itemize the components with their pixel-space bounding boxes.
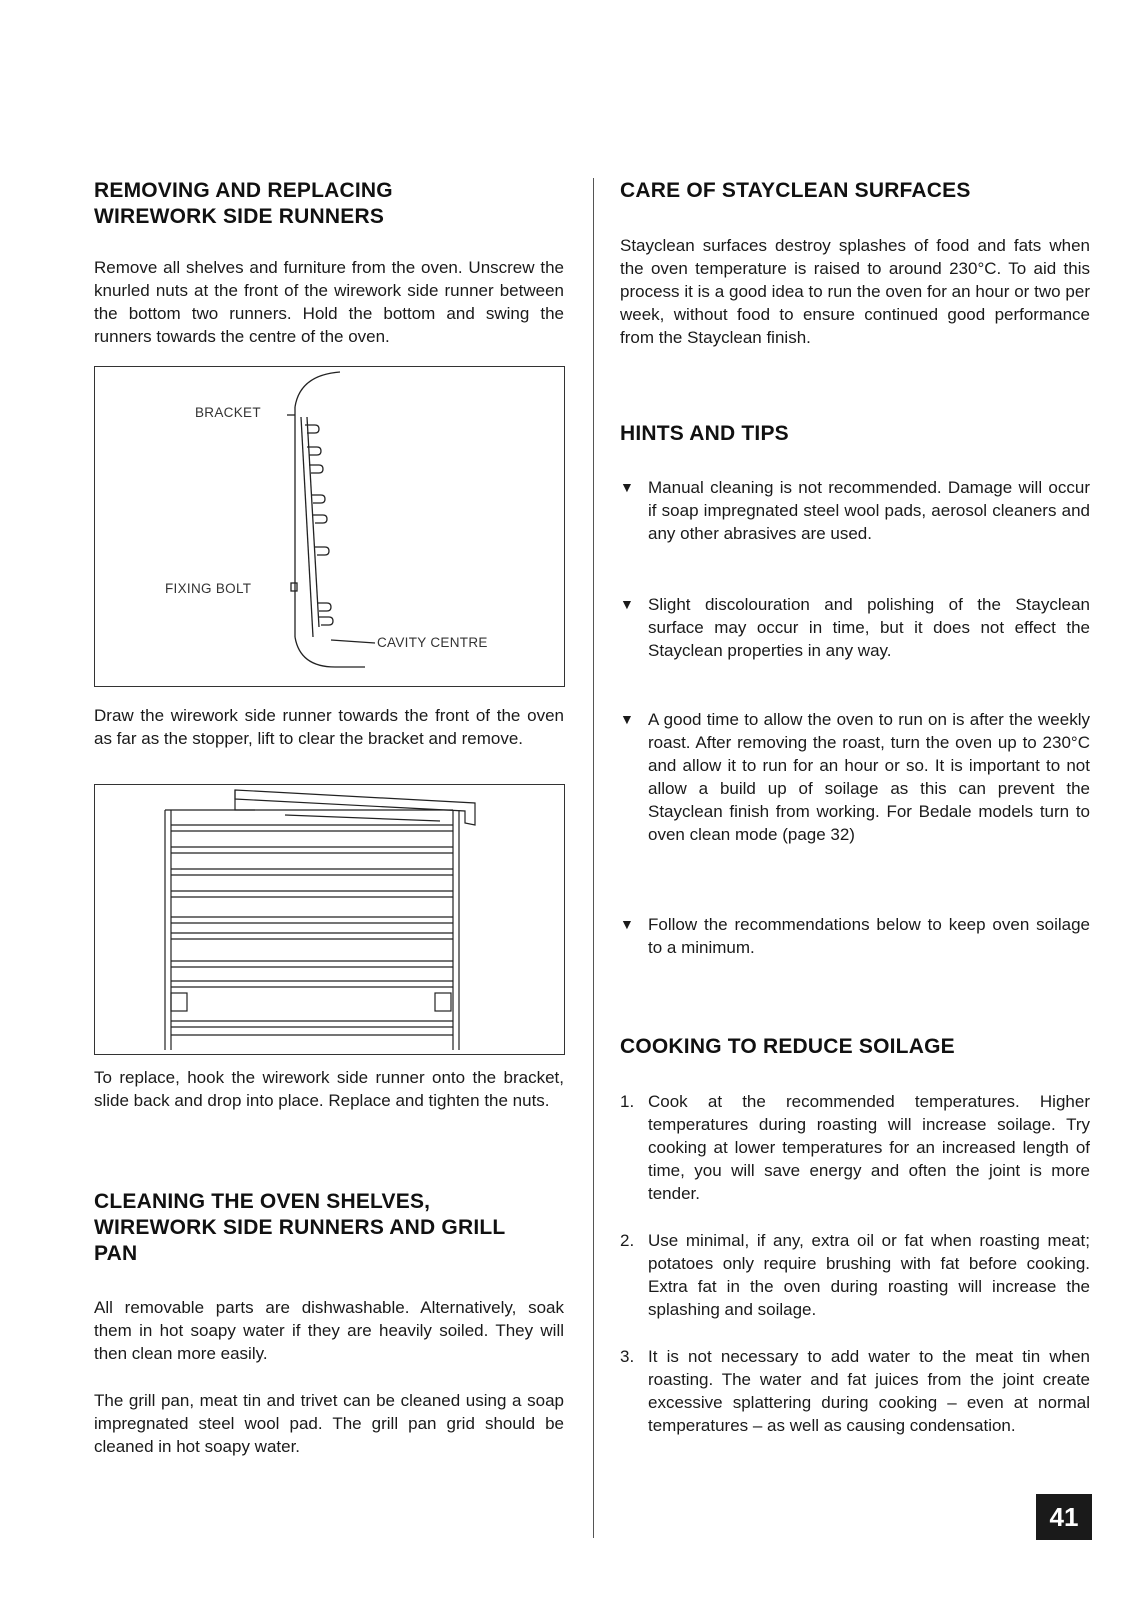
label-fixing-bolt: FIXING BOLT xyxy=(165,581,252,596)
section-title-cleaning-shelves xyxy=(94,1189,574,1267)
item-text: Cook at the recommended temperatures. Higher temperatures during roasting will increase soilage. Try cooking at lower temperatures for an increased length of time, you will save energy and often the joint is more tender. xyxy=(648,1092,1090,1203)
soilage-item xyxy=(620,1229,1090,1321)
cleaning-paragraph-1: All removable parts are dishwashable. Alternatively, soak them in hot soapy water if they are heavily soiled. They will then clean more easily. xyxy=(94,1298,564,1363)
hint-text: Slight discolouration and polishing of the Stayclean surface may occur in time, but it does not effect the Stayclean properties in any way. xyxy=(648,595,1090,660)
hint-item xyxy=(620,476,1090,545)
left-column xyxy=(94,178,564,230)
hint-item xyxy=(620,593,1090,662)
bracket-diagram xyxy=(94,366,565,687)
triangle-bullet-icon: ▼ xyxy=(620,916,634,932)
draw-runner-paragraph: Draw the wirework side runner towards the front of the oven as far as the stopper, lift to clear the bracket and remove. xyxy=(94,706,564,748)
column-divider xyxy=(593,178,594,1538)
page-number-badge: 41 xyxy=(1036,1494,1092,1540)
title-line: WIREWORK SIDE RUNNERS xyxy=(94,205,385,228)
hint-item xyxy=(620,913,1090,959)
bracket-diagram-drawing xyxy=(95,367,564,686)
hint-text: Follow the recommendations below to keep oven soilage to a minimum. xyxy=(648,915,1090,957)
soilage-item xyxy=(620,1090,1090,1205)
title-line: PAN xyxy=(94,1242,138,1265)
title-line: WIREWORK SIDE RUNNERS AND GRILL xyxy=(94,1216,506,1239)
replace-runner-paragraph: To replace, hook the wirework side runner onto the bracket, slide back and drop into place. Replace and tighten the nuts. xyxy=(94,1068,564,1110)
cleaning-paragraph-2: The grill pan, meat tin and trivet can be cleaned using a soap impregnated steel wool pad. The grill pan grid should be cleaned in hot soapy water. xyxy=(94,1391,564,1456)
item-number: 3. xyxy=(620,1347,635,1366)
item-number: 1. xyxy=(620,1092,635,1111)
section-title-cooking-soilage: COOKING TO REDUCE SOILAGE xyxy=(620,1035,955,1058)
triangle-bullet-icon: ▼ xyxy=(620,596,634,612)
hint-text: A good time to allow the oven to run on is after the weekly roast. After removing the roast, turn the oven up to 230°C and allow it to run for an hour or so. It is important to not allow a build up of soilage as this can prevent the Stayclean finish from working. For Bedale models turn to oven clean mode (page 32) xyxy=(648,710,1090,844)
title-line: REMOVING AND REPLACING xyxy=(94,179,393,202)
triangle-bullet-icon: ▼ xyxy=(620,479,634,495)
runner-removal-diagram xyxy=(94,784,565,1055)
title-line: CLEANING THE OVEN SHELVES, xyxy=(94,1190,431,1213)
triangle-bullet-icon: ▼ xyxy=(620,711,634,727)
removing-intro-paragraph: Remove all shelves and furniture from the oven. Unscrew the knurled nuts at the front of the wirework side runner between the bottom two runners. Hold the bottom and swing the runners towards the centre of the oven. xyxy=(94,258,564,346)
label-cavity-centre: CAVITY CENTRE xyxy=(377,635,488,650)
hint-text: Manual cleaning is not recommended. Damage will occur if soap impregnated steel wool pads, aerosol cleaners and any other abrasives are used. xyxy=(648,478,1090,543)
label-bracket: BRACKET xyxy=(195,405,261,420)
hint-item xyxy=(620,708,1090,846)
runner-removal-drawing xyxy=(95,785,564,1054)
section-title-removing-replacing xyxy=(94,178,564,230)
item-text: It is not necessary to add water to the meat tin when roasting. The water and fat juices from the joint create excessive splattering during cooking – even at normal temperatures – as well as causing condensation. xyxy=(648,1347,1090,1435)
section-title-stayclean: CARE OF STAYCLEAN SURFACES xyxy=(620,179,971,202)
stayclean-paragraph: Stayclean surfaces destroy splashes of food and fats when the oven temperature is raised to around 230°C. To aid this process it is a good idea to run the oven for an hour or two per week, without food to ensure continued good performance from the Stayclean finish. xyxy=(620,236,1090,347)
section-title-hints-tips: HINTS AND TIPS xyxy=(620,422,789,445)
item-number: 2. xyxy=(620,1231,635,1250)
item-text: Use minimal, if any, extra oil or fat when roasting meat; potatoes only require brushing with fat before cooking. Extra fat in the oven during roasting will increase the splashing and soilage. xyxy=(648,1231,1090,1319)
soilage-item xyxy=(620,1345,1090,1437)
